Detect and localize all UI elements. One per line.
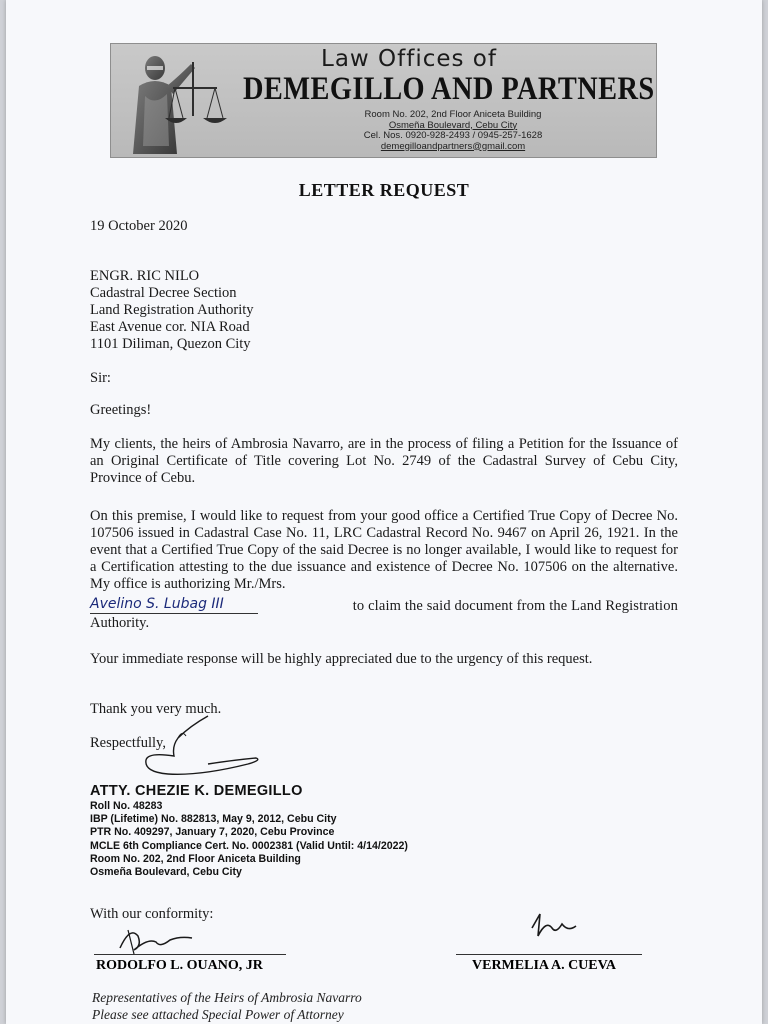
- handwritten-authorized-name: Avelino S. Lubag III: [90, 596, 224, 612]
- letterhead-banner: [110, 43, 657, 158]
- attorney-name: ATTY. CHEZIE K. DEMEGILLO: [90, 783, 303, 799]
- letter-page: [6, 0, 762, 1024]
- paragraph-3: Your immediate response will be highly appreciated due to the urgency of this request.: [90, 651, 593, 667]
- firm-address-line: Osmeña Boulevard, Cebu City: [388, 119, 518, 131]
- paragraph-2: On this premise, I would like to request from your good office a Certified True Copy of Decree No. 107506 issued in Cadastral Case No. 11, LRC Cadastral Record No. 9467 on April 26, 1921. In the event that a Certified True Copy of the said Decree is no longer available, I would like to request for a Certification attesting to the due issuance and existence of Decree No. 107506 on the alternative. My office is authorizing Mr./Mrs.: [90, 508, 678, 592]
- firm-address-line: Room No. 202, 2nd Floor Aniceta Building: [364, 109, 542, 120]
- attorney-detail-line: MCLE 6th Compliance Cert. No. 0002381 (Valid Until: 4/14/2022): [90, 839, 408, 852]
- document-title: LETTER REQUEST: [298, 180, 470, 200]
- paragraph-2-end: Authority.: [90, 615, 150, 631]
- attorney-detail-line: PTR No. 409297, January 7, 2020, Cebu Province: [90, 826, 335, 839]
- attorney-detail-line: IBP (Lifetime) No. 882813, May 9, 2012, Cebu City: [90, 813, 337, 826]
- recipient-line: ENGR. RIC NILO: [90, 268, 200, 284]
- paragraph-2-authorization-line: [90, 598, 678, 615]
- lady-justice-logo: [117, 46, 237, 156]
- attorney-details: [90, 800, 408, 879]
- recipient-line: Land Registration Authority: [90, 302, 254, 318]
- attorney-signature-block: [90, 783, 408, 879]
- conformer-2-signature-line: [456, 954, 642, 955]
- recipient-line: 1101 Diliman, Quezon City: [90, 336, 251, 352]
- authorized-person-blank: [90, 598, 258, 614]
- paragraph-2-continuation: to claim the said document from the Land Registration: [352, 598, 678, 614]
- paragraph-1: My clients, the heirs of Ambrosia Navarro, are in the process of filing a Petition for the Issuance of an Original Certificate of Title covering Lot No. 2749 of the Cadastral Survey of Cebu City, Province of Cebu.: [90, 436, 678, 486]
- conformer-1-signature-line: [94, 954, 286, 955]
- closing: Respectfully,: [90, 735, 166, 751]
- conformer-1-name: RODOLFO L. OUANO, JR: [96, 958, 263, 973]
- firm-heading-small: Law Offices of: [321, 46, 497, 72]
- firm-name: DEMEGILLO AND PARTNERS: [243, 71, 655, 107]
- attorney-detail-line: Room No. 202, 2nd Floor Aniceta Building: [90, 852, 301, 865]
- firm-phone-line: Cel. Nos. 0920-928-2493 / 0945-257-1628: [363, 130, 543, 141]
- conformity-label: With our conformity:: [90, 906, 214, 922]
- recipient-line: East Avenue cor. NIA Road: [90, 319, 250, 335]
- greeting: Greetings!: [90, 402, 152, 418]
- recipient-line: Cadastral Decree Section: [90, 285, 237, 301]
- attorney-detail-line: Roll No. 48283: [90, 800, 163, 812]
- letter-date: 19 October 2020: [90, 218, 188, 234]
- attorney-detail-line: Osmeña Boulevard, Cebu City: [90, 866, 242, 879]
- salutation: Sir:: [90, 370, 111, 386]
- recipient-address: [90, 268, 678, 353]
- conformer-2-name: VERMELIA A. CUEVA: [472, 958, 617, 973]
- footer-line: Representatives of the Heirs of Ambrosia Navarro: [92, 990, 362, 1005]
- firm-email[interactable]: demegilloandpartners@gmail.com: [380, 140, 526, 152]
- footer-note: [92, 990, 362, 1023]
- attorney-signature: [138, 712, 268, 780]
- footer-line: Please see attached Special Power of Attorney: [92, 1006, 344, 1022]
- conformer-2-signature: [522, 906, 592, 946]
- firm-contact: [343, 110, 563, 152]
- thanks-line: Thank you very much.: [90, 701, 222, 717]
